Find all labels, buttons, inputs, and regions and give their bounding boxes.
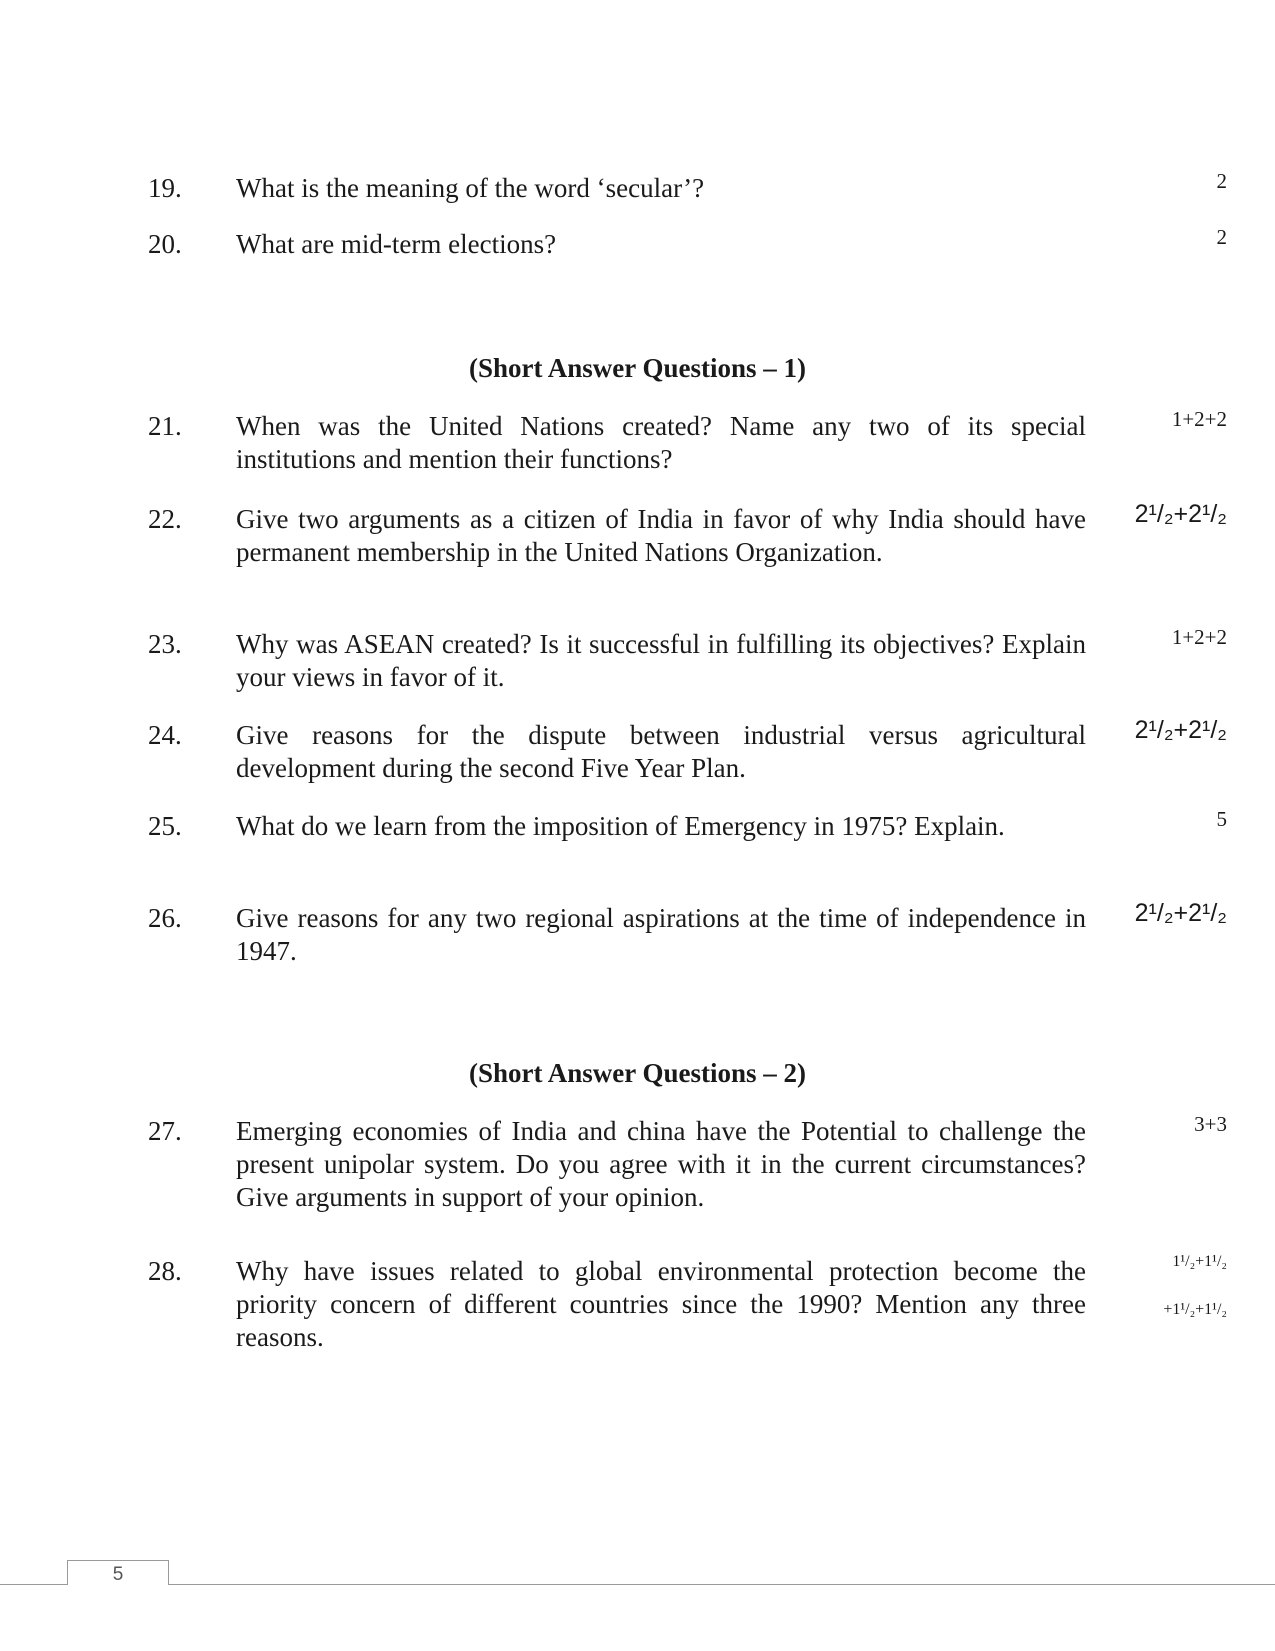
question-text: Why have issues related to global environmental protection become the priority concern of different countries since the 1990? Mention any three reasons. [236, 1256, 1086, 1352]
marks: 2¹/₂+2¹/₂ [1134, 716, 1227, 744]
marks-line-1: 1¹/₂+1¹/₂ [1172, 1253, 1227, 1270]
question-number: 24. [148, 720, 182, 750]
question-number: 21. [148, 411, 182, 441]
marks-line-2: +1¹/₂+1¹/₂ [1163, 1301, 1227, 1318]
section-heading-short-answer-2: (Short Answer Questions – 2) [468, 1058, 807, 1088]
marks: 5 [1216, 807, 1227, 831]
question-text: What is the meaning of the word ‘secular’? [236, 173, 705, 203]
marks: 2 [1216, 225, 1227, 249]
question-number: 27. [148, 1116, 182, 1146]
question-text: When was the United Nations created? Name any two of its special institutions and mention their functions? [236, 411, 1086, 474]
question-text: What do we learn from the imposition of Emergency in 1975? Explain. [236, 811, 1005, 841]
question-number: 23. [148, 629, 182, 659]
marks [1163, 1251, 1227, 1321]
question-text: Emerging economies of India and china have the Potential to challenge the present unipolar system. Do you agree with it in the current circumstances? Give arguments in support of your opinion. [236, 1116, 1086, 1212]
question-text: What are mid-term elections? [236, 229, 557, 259]
question-number: 22. [148, 504, 182, 534]
question-text: Give reasons for any two regional aspirations at the time of independence in 1947. [236, 903, 1086, 966]
question-text: Give reasons for the dispute between industrial versus agricultural development during the second Five Year Plan. [236, 720, 1086, 783]
footer-divider [0, 1584, 1275, 1585]
marks: 2¹/₂+2¹/₂ [1134, 899, 1227, 927]
question-number: 19. [148, 173, 182, 203]
question-text: Give two arguments as a citizen of India in favor of why India should have permanent membership in the United Nations Organization. [236, 504, 1086, 567]
question-number: 28. [148, 1256, 182, 1286]
marks: 3+3 [1194, 1112, 1227, 1136]
marks: 1+2+2 [1171, 625, 1227, 649]
marks: 1+2+2 [1171, 407, 1227, 431]
question-number: 26. [148, 903, 182, 933]
section-heading-short-answer-1: (Short Answer Questions – 1) [468, 353, 807, 383]
question-number: 25. [148, 811, 182, 841]
marks: 2¹/₂+2¹/₂ [1134, 500, 1227, 528]
page-number: 5 [67, 1560, 169, 1585]
marks: 2 [1216, 169, 1227, 193]
question-text: Why was ASEAN created? Is it successful in fulfilling its objectives? Explain your views in favor of it. [236, 629, 1086, 692]
question-number: 20. [148, 229, 182, 259]
